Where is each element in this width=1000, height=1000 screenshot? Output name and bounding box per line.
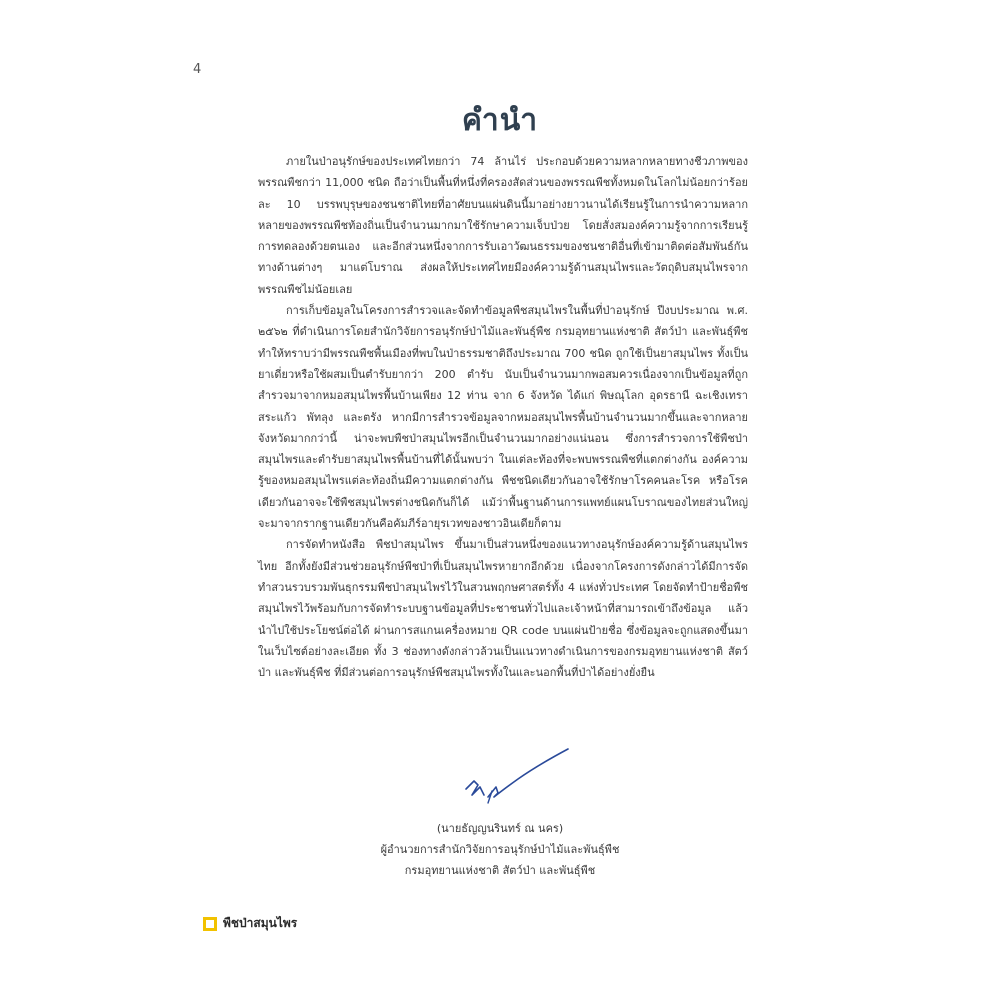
page-number: 4 [193,62,202,77]
signer-position: ผู้อำนวยการสำนักวิจัยการอนุรักษ์ป่าไม้และพันธุ์พืช [380,843,620,856]
footer [203,914,297,933]
preface-body [258,151,748,683]
signer-department: กรมอุทยานแห่งชาติ สัตว์ป่า และพันธุ์พืช [404,864,596,877]
paragraph-2: การเก็บข้อมูลในโครงการสำรวจและจัดทำข้อมูลพืชสมุนไพรในพื้นที่ป่าอนุรักษ์ ปีงบประมาณ พ.ศ. ๒๕๖๒ ที่ดำเนินการโดยสำนักวิจัยการอนุรักษ์ป่าไม้และพันธุ์พืช กรมอุทยานแห่งชาติ สัตว์ป่า และพันธุ์พืช ทำให้ทราบว่ามีพรรณพืชพื้นเมืองที่พบในป่าธรรมชาติถึงประมาณ 700 ชนิด ถูกใช้เป็นยาสมุนไพร ทั้งเป็นยาเดี่ยวหรือใช้ผสมเป็นตำรับยากว่า 200 ตำรับ นับเป็นจำนวนมากพอสมควรเนื่องจากเป็นข้อมูลที่ถูกสำรวจมาจากหมอสมุนไพรพื้นบ้านเพียง 12 ท่าน จาก 6 จังหวัด ได้แก่ พิษณุโลก อุดรธานี ฉะเชิงเทรา สระแก้ว พัทลุง และตรัง หากมีการสำรวจข้อมูลจากหมอสมุนไพรพื้นบ้านจำนวนมากขึ้นและจากหลายจังหวัดมากกว่านี้ น่าจะพบพืชป่าสมุนไพรอีกเป็นจำนวนมากอย่างแน่นอน ซึ่งการสำรวจการใช้พืชป่าสมุนไพรและตำรับยาสมุนไพรพื้นบ้านที่ได้นั้นพบว่า ในแต่ละท้องที่จะพบพรรณพืชที่แตกต่างกัน องค์ความรู้ของหมอสมุนไพรแต่ละท้องถิ่นมีความแตกต่างกัน พืชชนิดเดียวกันอาจใช้รักษาโรคคนละโรค หรือโรคเดียวกันอาจจะใช้พืชสมุนไพรต่างชนิดกันก็ได้ แม้ว่าพื้นฐานด้านการแพทย์แผนโบราณของไทยส่วนใหญ่จะมาจากรากฐานเดียวกันคือคัมภีร์อายุรเวทของชาวอินเดียก็ตาม [258,304,748,531]
signer-name: (นายธัญญนรินทร์ ณ นคร) [436,822,564,835]
book-marker-icon [203,917,217,931]
handwritten-signature [458,745,578,815]
book-title: พืชป่าสมุนไพร [223,916,298,930]
page-title: คำนำ [461,103,539,138]
paragraph-3: การจัดทำหนังสือ พืชป่าสมุนไพร ขึ้นมาเป็นส่วนหนึ่งของแนวทางอนุรักษ์องค์ความรู้ด้านสมุนไพรไทย อีกทั้งยังมีส่วนช่วยอนุรักษ์พืชป่าที่เป็นสมุนไพรหายากอีกด้วย เนื่องจากโครงการดังกล่าวได้มีการจัดทำสวนรวบรวมพันธุกรรมพืชป่าสมุนไพรไว้ในสวนพฤกษศาสตร์ทั้ง 4 แห่งทั่วประเทศ โดยจัดทำป้ายชื่อพืชสมุนไพรไว้พร้อมกับการจัดทำระบบฐานข้อมูลที่ประชาชนทั่วไปและเจ้าหน้าที่สามารถเข้าถึงข้อมูล แล้วนำไปใช้ประโยชน์ต่อได้ ผ่านการสแกนเครื่องหมาย QR code บนแผ่นป้ายชื่อ ซึ่งข้อมูลจะถูกแสดงขึ้นมาในเว็บไซต์อย่างละเอียด ทั้ง 3 ช่องทางดังกล่าวล้วนเป็นแนวทางดำเนินการของกรมอุทยานแห่งชาติ สัตว์ป่า และพันธุ์พืช ที่มีส่วนต่อการอนุรักษ์พืชสมุนไพรทั้งในและนอกพื้นที่ป่าได้อย่างยั่งยืน [258,538,748,680]
signer-block [300,818,700,881]
paragraph-1: ภายในป่าอนุรักษ์ของประเทศไทยกว่า 74 ล้านไร่ ประกอบด้วยความหลากหลายทางชีวภาพของพรรณพืชกว่า 11,000 ชนิด ถือว่าเป็นพื้นที่หนึ่งที่ครองสัดส่วนของพรรณพืชทั้งหมดในโลกไม่น้อยกว่าร้อยละ 10 บรรพบุรุษของชนชาติไทยที่อาศัยบนแผ่นดินนี้มาอย่างยาวนานได้เรียนรู้ในการนำความหลากหลายของพรรณพืชท้องถิ่นเป็นจำนวนมากมาใช้รักษาความเจ็บป่วย โดยสั่งสมองค์ความรู้จากการเรียนรู้การทดลองด้วยตนเอง และอีกส่วนหนึ่งจากการรับเอาวัฒนธรรมของชนชาติอื่นที่เข้ามาติดต่อสัมพันธ์กันทางด้านต่างๆ มาแต่โบราณ ส่งผลให้ประเทศไทยมีองค์ความรู้ด้านสมุนไพรและวัตถุดิบสมุนไพรจากพรรณพืชไม่น้อยเลย [258,155,748,296]
